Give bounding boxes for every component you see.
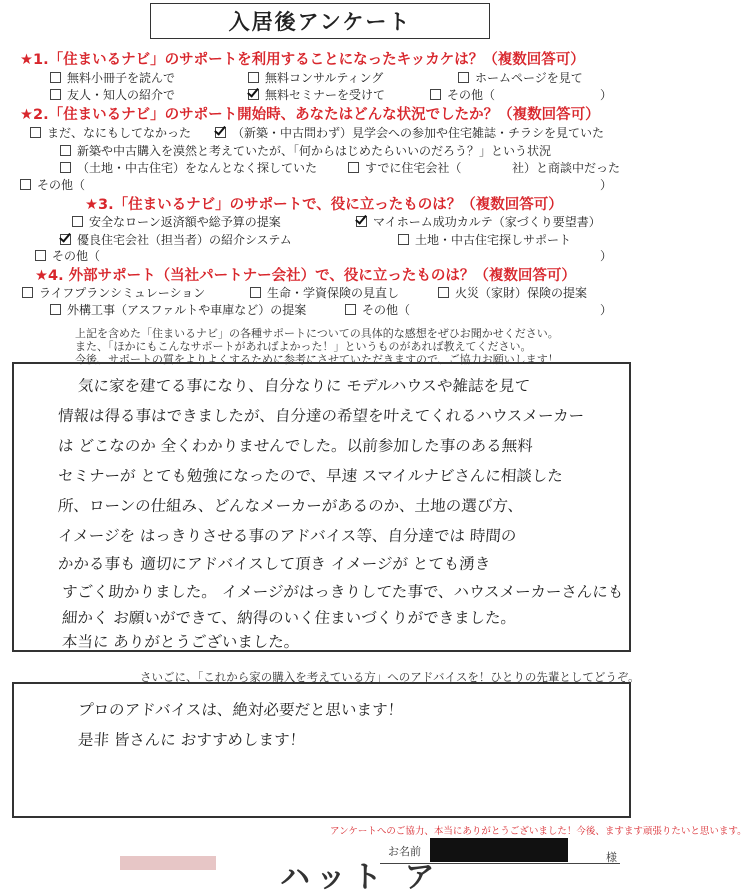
thanks-note: アンケートへのご協力、本当にありがとうございました！今後、ますます頑張りたいと思います。 [330,826,747,837]
feedback-instruction-1: 上記を含めた「住まいるナビ」の各種サポートについての具体的な感想をぜひお聞かせください。 [75,327,559,340]
checkbox[interactable] [20,179,31,190]
q2-heading: ★2.「住まいるナビ」のサポート開始時、あなたはどんな状況でしたか？（複数回答可） [20,107,600,123]
checkbox[interactable] [250,287,261,298]
checkbox-checked[interactable] [248,89,259,100]
q2-option-nothing[interactable]: まだ、なにもしてなかった [30,124,191,141]
checkbox[interactable] [30,127,41,138]
checkbox[interactable] [50,304,61,315]
q4-close-paren: ） [600,303,613,317]
name-label: お名前 [388,845,421,858]
feedback-line: かかる事も 適切にアドバイスして頂き イメージが とても湧き [57,555,491,573]
q1-option-seminar[interactable]: 無料セミナーを受けて [248,86,385,103]
checkbox[interactable] [345,304,356,315]
checkbox[interactable] [348,162,359,173]
checkbox[interactable] [398,234,409,245]
feedback-line: 所、ローンの仕組み、どんなメーカーがあるのか、土地の選び方、 [57,497,524,515]
feedback-line: は どこなのか 全くわかりませんでした。以前参加した事のある無料 [57,437,534,455]
checkbox[interactable] [438,287,449,298]
checkbox[interactable] [248,72,259,83]
checkbox[interactable] [60,162,71,173]
q3-option-other[interactable]: その他（ [35,247,100,264]
q3-option-loan[interactable]: 安全なローン返済額や総予算の提案 [72,213,281,230]
checkbox[interactable] [60,145,71,156]
q4-option-other[interactable]: その他（ [345,301,410,318]
q4-option-lifeplan[interactable]: ライフプランシミュレーション [22,284,205,301]
checkbox[interactable] [22,287,33,298]
q3-option-karte[interactable]: マイホーム成功カルテ（家づくり要望書） [356,213,601,230]
checkbox[interactable] [35,250,46,261]
q2-company-suffix: 社）と商談中だった [512,161,621,175]
feedback-line: 本当に ありがとうございました。 [61,633,300,651]
checkbox[interactable] [50,72,61,83]
q2-option-other[interactable]: その他（ [20,176,85,193]
feedback-line: すごく助かりました。 イメージがはっきりしてた事で、ハウスメーカーさんにも [61,583,624,601]
feedback-instruction-2: また、「ほかにもこんなサポートがあればよかった！」というものがあれば教えてください。 [75,340,532,353]
checkbox-checked[interactable] [356,216,367,227]
q3-heading: ★3.「住まいるナビ」のサポートで、役に立ったものは？（複数回答可） [85,197,563,213]
feedback-line: 情報は得る事はできましたが、自分達の希望を叶えてくれるハウスメーカー [57,407,585,425]
checkbox[interactable] [458,72,469,83]
q4-option-exterior[interactable]: 外構工事（アスファルトや車庫など）の提案 [50,301,306,318]
q3-option-company[interactable]: 優良住宅会社（担当者）の紹介システム [60,231,292,248]
checkbox-checked[interactable] [215,127,226,138]
feedback-line: 気に家を建てる事になり、自分なりに モデルハウスや雑誌を見て [77,377,531,395]
q4-heading: ★4. 外部サポート（当社パートナー会社）で、役に立ったものは？（複数回答可） [35,268,576,284]
feedback-line: イメージを はっきりさせる事のアドバイス等、自分達では 時間の [57,527,517,545]
q1-option-friend[interactable]: 友人・知人の紹介で [50,86,175,103]
advice-instruction: さいごに、「これから家の購入を考えている方」へのアドバイスを！ひとりの先輩としてどうぞ。 [140,670,640,684]
checkbox[interactable] [430,89,441,100]
q1-heading: ★1.「住まいるナビ」のサポートを利用することになったキッカケは？（複数回答可） [20,52,585,68]
q2-option-negotiating[interactable]: すでに住宅会社（ [348,159,461,176]
q1-option-other[interactable]: その他（ [430,86,495,103]
q2-option-vague[interactable]: 新築や中古購入を漠然と考えていたが、「何からはじめたらいいのだろう？」という状況 [60,142,551,159]
q3-close-paren: ） [600,249,613,263]
feedback-instruction-3: 今後、サポートの質をよりよくするために参考にさせていただきますので、ご協力お願いします！ [75,353,559,366]
feedback-line: 細かく お願いができて、納得のいく住まいづくりができました。 [61,609,517,627]
name-suffix: 様 [606,851,617,864]
checkbox[interactable] [50,89,61,100]
q1-option-booklet[interactable]: 無料小冊子を読んで [50,69,175,86]
feedback-line: セミナーが とても勉強になったので、早速 スマイルナビさんに相談した [57,467,564,485]
q1-option-consulting[interactable]: 無料コンサルティング [248,69,383,86]
q4-option-fire[interactable]: 火災（家財）保険の提案 [438,284,587,301]
q1-close-paren: ） [600,88,613,102]
q4-option-insurance[interactable]: 生命・学資保険の見直し [250,284,399,301]
checkbox[interactable] [72,216,83,227]
q2-option-searching[interactable]: （土地・中古住宅）をなんとなく探していた [60,159,317,176]
q2-option-open-house[interactable]: （新築・中古問わず）見学会への参加や住宅雑誌・チラシを見ていた [215,124,604,141]
logo-fragment [120,856,216,870]
q2-close-paren: ） [600,178,613,192]
advice-line: 是非 皆さんに おすすめします！ [77,731,306,749]
q1-option-homepage[interactable]: ホームページを見て [458,69,583,86]
company-logo-fragment: ハット ア [280,860,441,895]
advice-line: プロのアドバイスは、絶対必要だと思います！ [77,701,404,719]
checkbox-checked[interactable] [60,234,71,245]
survey-title: 入居後アンケート [150,3,490,39]
name-redaction [430,838,568,862]
q3-option-land[interactable]: 土地・中古住宅探しサポート [398,231,571,248]
